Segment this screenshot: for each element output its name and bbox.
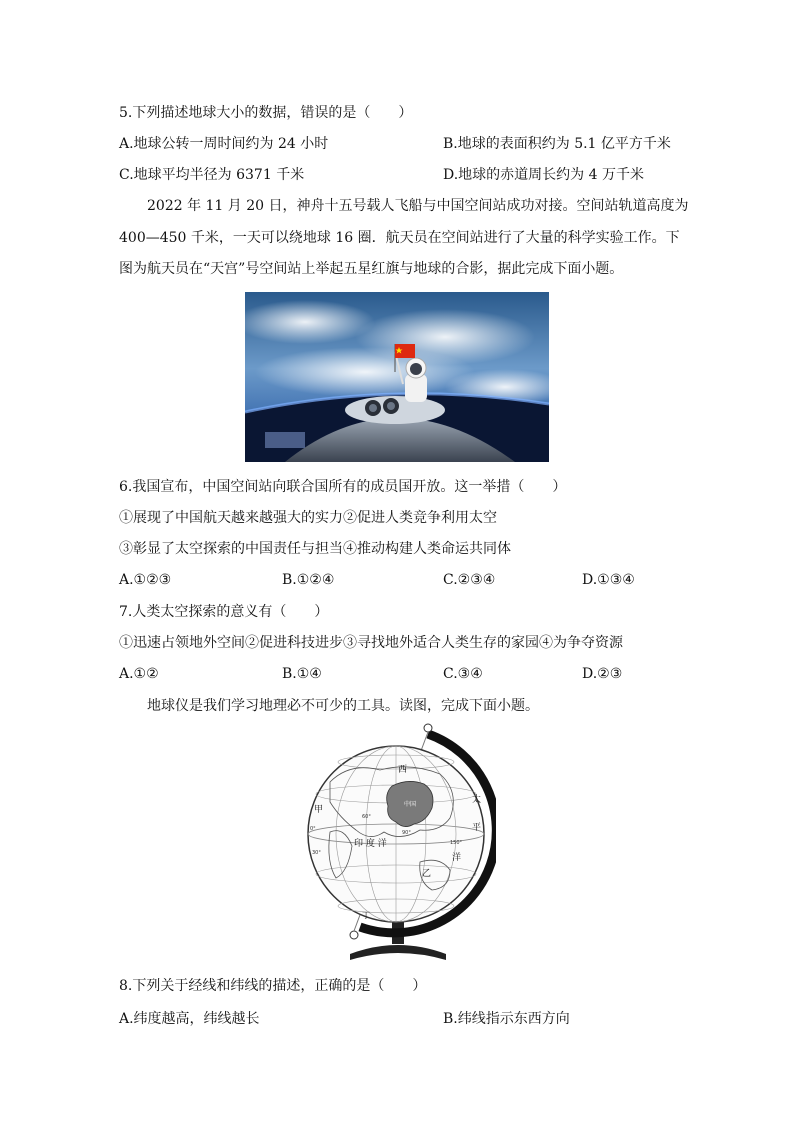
passage1-line1: 2022 年 11 月 20 日，神舟十五号载人飞船与中国空间站成功对接。空间站轨道高度为	[147, 198, 689, 214]
globe-label-jia: 甲	[314, 805, 324, 815]
q6-option-b: B.①②④	[282, 572, 335, 588]
astronaut-earth-photo	[245, 292, 549, 462]
q6-option-c: C.②③④	[443, 572, 496, 588]
globe-label-0: 0°	[310, 826, 316, 832]
globe-label-150: 150°	[450, 840, 463, 846]
q6-option-a: A.①②③	[119, 572, 172, 588]
q6-stem: 6.我国宣布，中国空间站向联合国所有的成员国开放。这一举措（ ）	[119, 479, 567, 495]
q6-item2: ③彰显了太空探索的中国责任与担当④推动构建人类命运共同体	[119, 541, 511, 557]
q5-option-c: C.地球平均半径为 6371 千米	[119, 167, 305, 183]
q7-option-c: C.③④	[443, 666, 483, 682]
q8-option-b: B.纬线指示东西方向	[443, 1011, 570, 1027]
q5-option-d: D.地球的赤道周长约为 4 万千米	[443, 167, 644, 183]
q7-option-d: D.②③	[582, 666, 623, 682]
globe-label-tai: 太	[472, 795, 482, 805]
q6-option-d: D.①③④	[582, 572, 635, 588]
q5-option-b: B.地球的表面积约为 5.1 亿平方千米	[443, 136, 671, 152]
globe-label-yi: 乙	[422, 869, 432, 879]
globe-figure	[300, 722, 496, 966]
passage2: 地球仪是我们学习地理必不可少的工具。读图，完成下面小题。	[147, 698, 539, 714]
globe-label-xi: 西	[398, 765, 408, 775]
q8-stem: 8.下列关于经线和纬线的描述，正确的是（ ）	[119, 978, 427, 994]
globe-label-30: 30°	[312, 850, 321, 856]
q7-option-b: B.①④	[282, 666, 322, 682]
globe-label-60: 60°	[362, 814, 371, 820]
passage1-line3: 图为航天员在“天宫”号空间站上举起五星红旗与地球的合影，据此完成下面小题。	[119, 261, 624, 277]
q7-items: ①迅速占领地外空间②促进科技进步③寻找地外适合人类生存的家园④为争夺资源	[119, 635, 623, 651]
passage1-line2: 400—450 千米，一天可以绕地球 16 圈．航天员在空间站进行了大量的科学实验工作。下	[119, 230, 680, 246]
globe-label-china: 中国	[404, 801, 417, 808]
q7-stem: 7.人类太空探索的意义有（ ）	[119, 604, 329, 620]
globe-label-indian-ocean: 印 度 洋	[354, 839, 387, 849]
q5-option-a: A.地球公转一周时间约为 24 小时	[119, 136, 329, 152]
globe-label-yang: 洋	[452, 853, 462, 863]
q5-stem: 5.下列描述地球大小的数据，错误的是（ ）	[119, 105, 413, 121]
globe-label-ding: 丁	[362, 911, 370, 920]
q7-option-a: A.①②	[119, 666, 159, 682]
globe-label-ping: 平	[472, 823, 482, 833]
globe-label-90: 90°	[402, 830, 411, 836]
q6-item1: ①展现了中国航天越来越强大的实力②促进人类竞争利用太空	[119, 510, 497, 526]
q8-option-a: A.纬度越高，纬线越长	[119, 1011, 260, 1027]
